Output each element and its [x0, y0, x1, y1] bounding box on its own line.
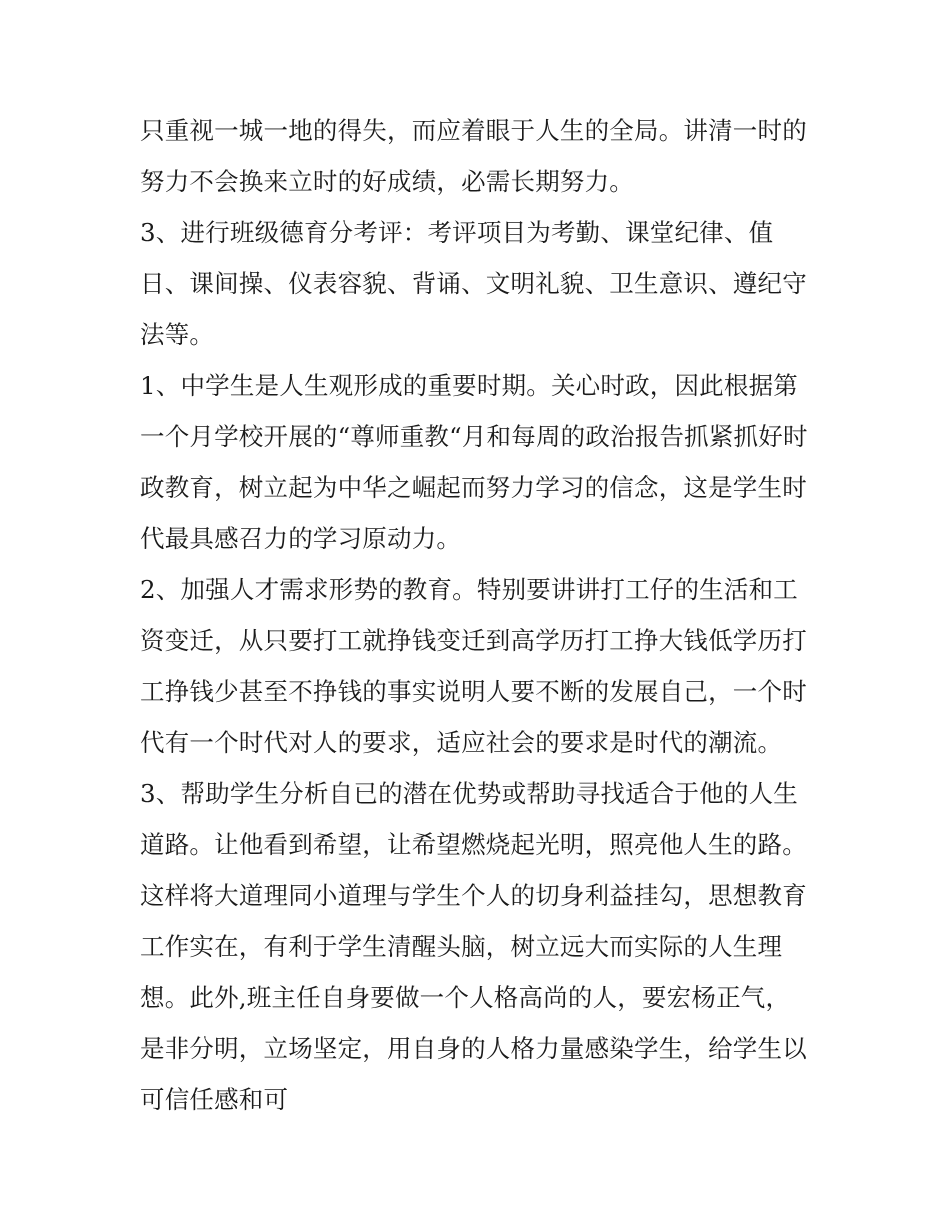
text-line: 3、进行班级德育分考评：考评项目为考勤、课堂纪律、值 [140, 218, 774, 247]
text-line: 日、课间操、仪表容貌、背诵、文明礼貌、卫生意识、遵纪守 [140, 269, 807, 298]
text-line: 代最具感召力的学习原动力。 [140, 524, 462, 553]
text-line: 3、帮助学生分析自已的潜在优势或帮助寻找适合于他的人生 [140, 779, 798, 808]
text-line: 想。此外,班主任自身要做一个人格高尚的人，要宏杨正气， [140, 983, 791, 1012]
text-line: 1、中学生是人生观形成的重要时期。关心时政，因此根据第 [140, 371, 798, 400]
text-line: 努力不会换来立时的好成绩，必需长期努力。 [140, 167, 634, 196]
text-line: 2、加强人才需求形势的教育。特别要讲讲打工仔的生活和工 [140, 575, 798, 604]
text-line: 资变迁，从只要打工就挣钱变迁到高学历打工挣大钱低学历打 [140, 626, 807, 655]
text-line: 只重视一城一地的得失，而应着眼于人生的全局。讲清一时的 [140, 116, 807, 145]
text-line: 一个月学校开展的“尊师重教“月和每周的政治报告抓紧抓好时 [140, 422, 808, 451]
document-body [140, 108, 820, 1128]
text-line: 工作实在，有利于学生清醒头脑，树立远大而实际的人生理 [140, 932, 783, 961]
text-line: 法等。 [140, 320, 215, 349]
text-line: 是非分明，立场坚定，用自身的人格力量感染学生，给学生以 [140, 1034, 807, 1063]
text-line: 工挣钱少甚至不挣钱的事实说明人要不断的发展自己，一个时 [140, 677, 807, 706]
text-line: 道路。让他看到希望，让希望燃烧起光明，照亮他人生的路。 [140, 830, 807, 859]
text-line: 代有一个时代对人的要求，适应社会的要求是时代的潮流。 [140, 728, 783, 757]
text-line: 这样将大道理同小道理与学生个人的切身利益挂勾，思想教育 [140, 881, 807, 910]
text-line: 可信任感和可 [140, 1085, 289, 1114]
text-line: 政教育，树立起为中华之崛起而努力学习的信念，这是学生时 [140, 473, 807, 502]
